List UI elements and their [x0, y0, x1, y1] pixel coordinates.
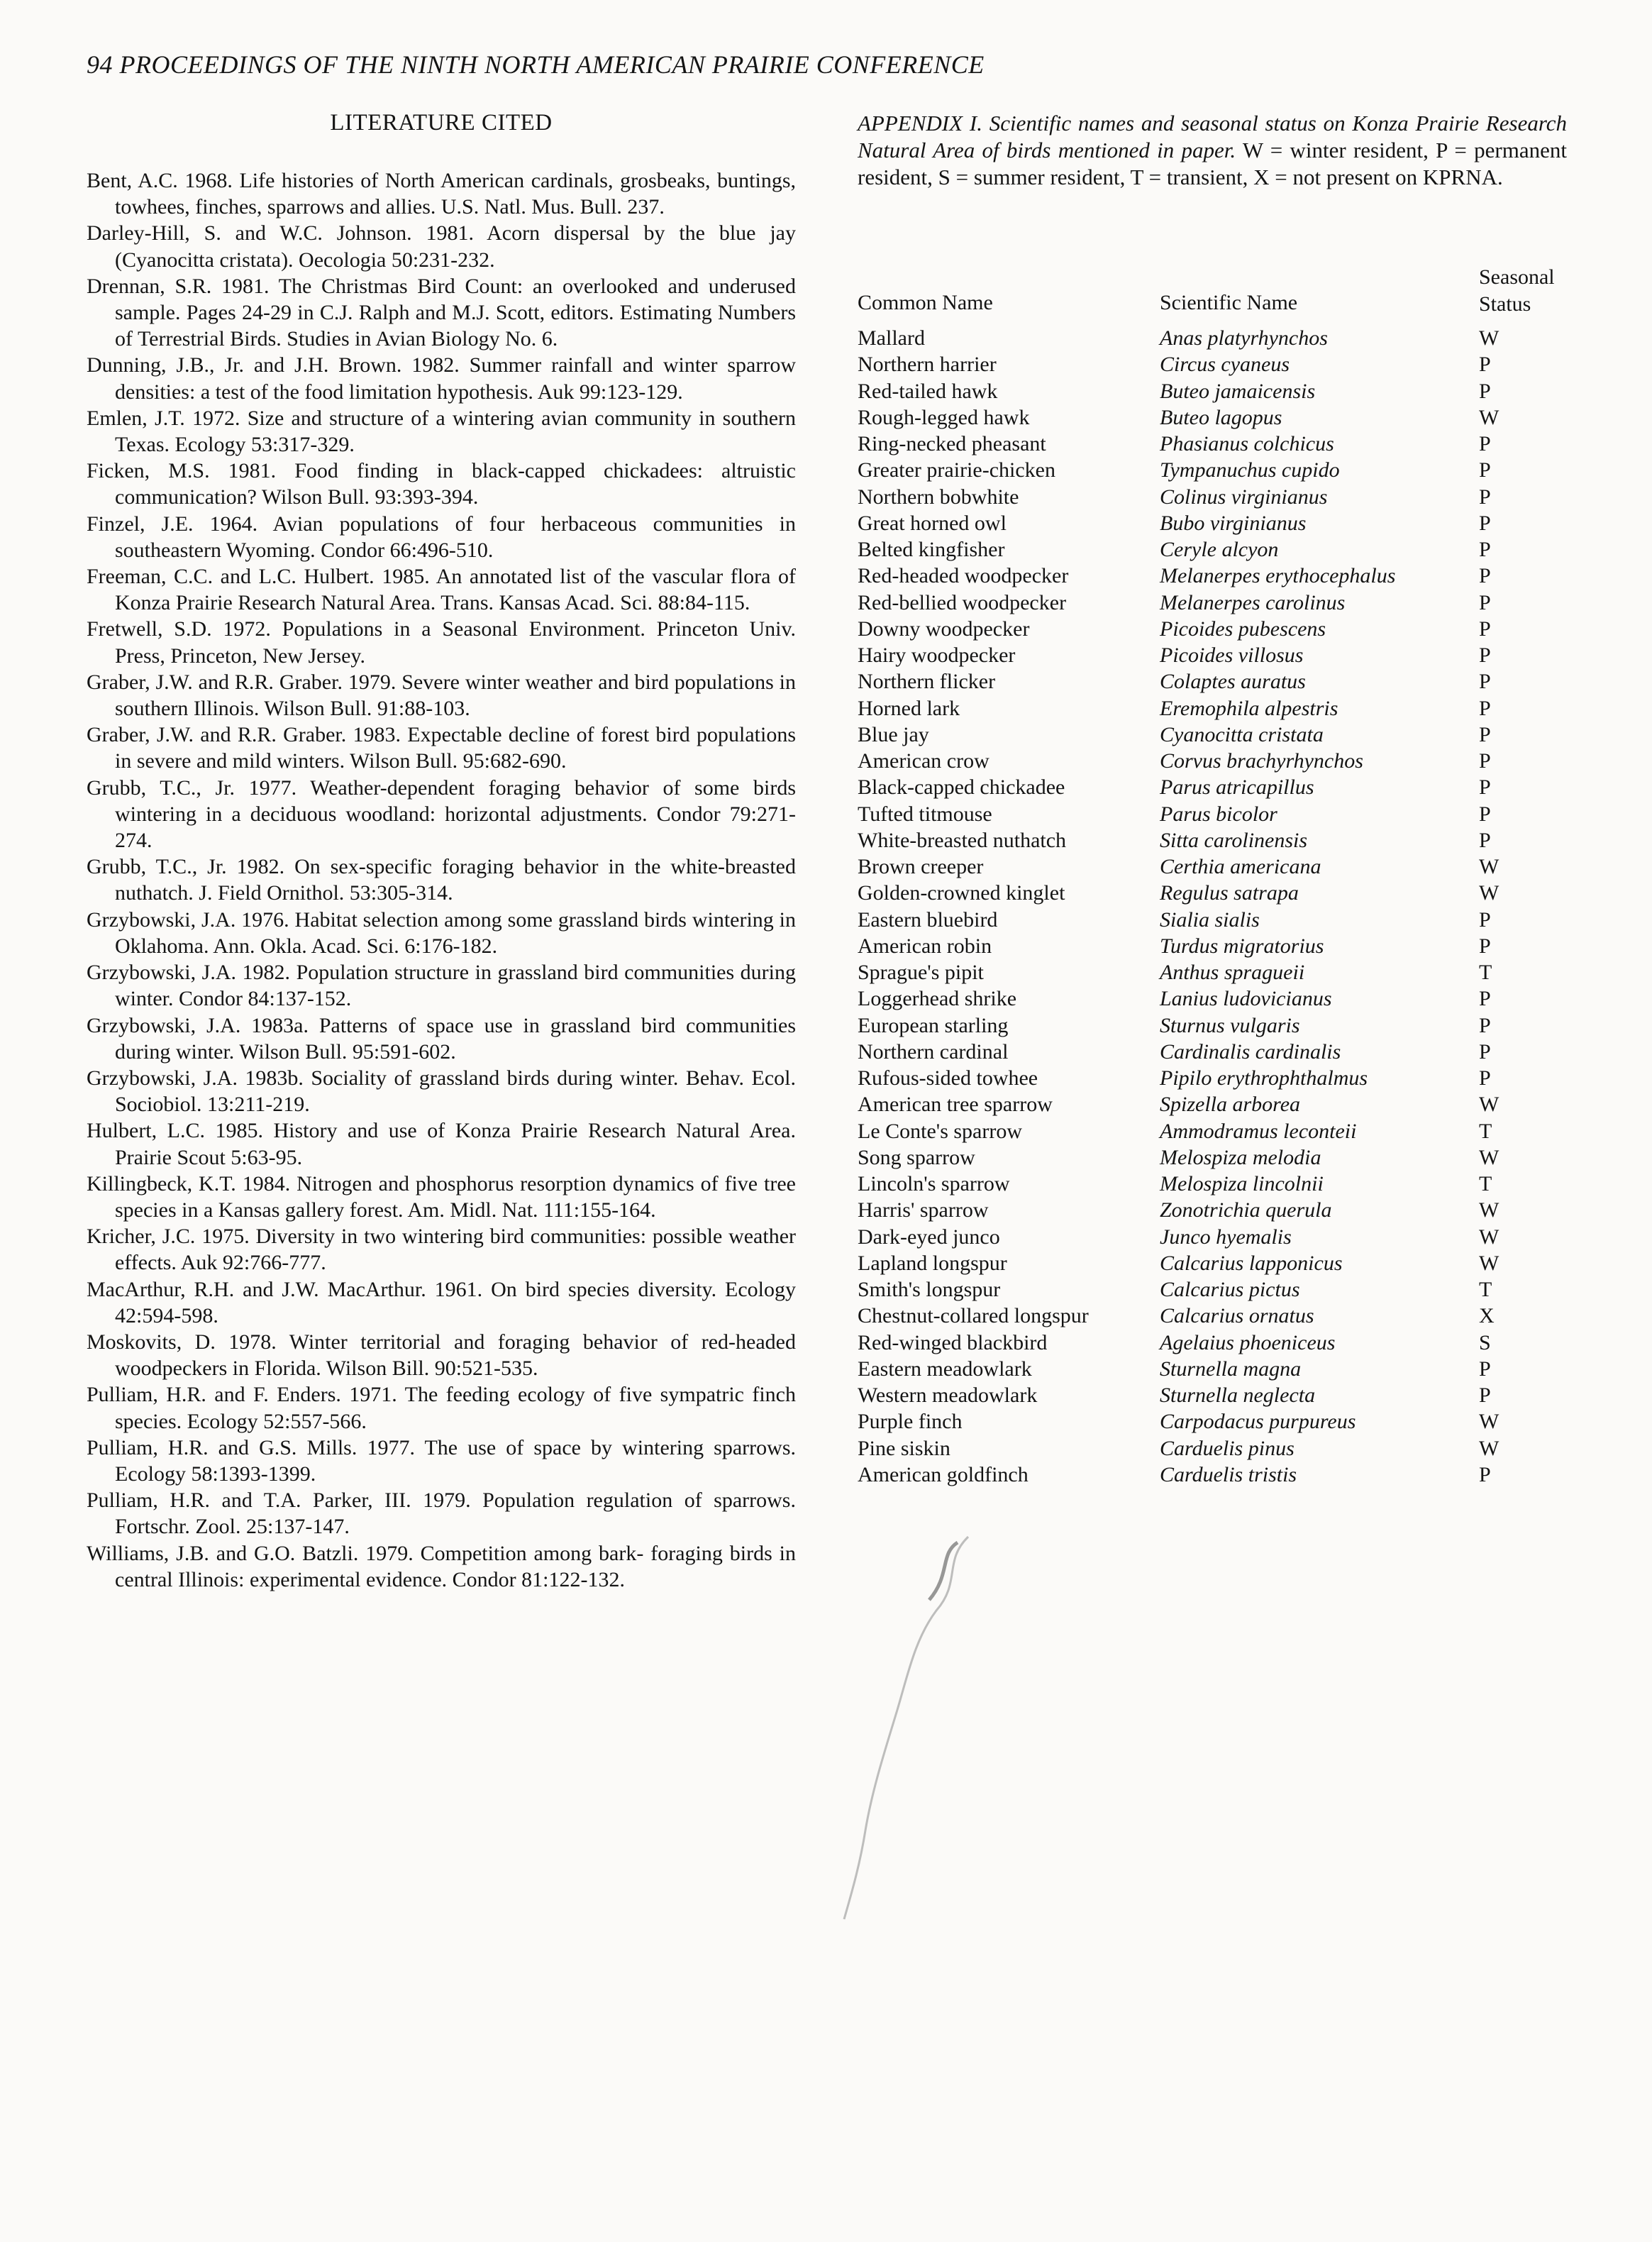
table-row — [858, 484, 1567, 510]
reference-entry: Darley-Hill, S. and W.C. Johnson. 1981. Acorn dispersal by the blue jay (Cyanocitta cristata). Oecologia 50:231-232. — [87, 221, 796, 272]
table-row — [858, 642, 1567, 668]
status-cell: P — [1479, 907, 1491, 932]
status-cell: P — [1479, 802, 1491, 826]
table-row — [858, 854, 1567, 880]
scientific-name-cell: Cardinalis cardinalis — [1160, 1039, 1341, 1064]
scientific-name-cell: Parus atricapillus — [1160, 775, 1314, 800]
common-name-cell: Lapland longspur — [858, 1251, 1007, 1275]
appendix-caption — [858, 110, 1567, 191]
common-name-cell: Red-winged blackbird — [858, 1330, 1048, 1354]
reference-entry: Freeman, C.C. and L.C. Hulbert. 1985. An annotated list of the vascular flora of Konza Prairie Research Natural Area. Trans. Kansas Acad. Sci. 88:84-115. — [87, 565, 796, 615]
reference-entry: Williams, J.B. and G.O. Batzli. 1979. Competition among bark- foraging birds in central Illinois: experimental evidence. Condor 81:122-132. — [87, 1541, 796, 1591]
status-cell: P — [1479, 1039, 1491, 1064]
scientific-name-cell: Melanerpes erythocephalus — [1160, 564, 1396, 588]
common-name-cell: Rough-legged hawk — [858, 405, 1030, 429]
common-name-cell: Eastern meadowlark — [858, 1357, 1032, 1381]
status-cell: P — [1479, 564, 1491, 588]
scientific-name-cell: Calcarius lapponicus — [1160, 1251, 1343, 1275]
scientific-name-cell: Carduelis pinus — [1160, 1436, 1295, 1460]
scientific-name-cell: Sialia sialis — [1160, 907, 1260, 932]
common-name-cell: Northern bobwhite — [858, 485, 1019, 509]
scientific-name-cell: Zonotrichia querula — [1160, 1198, 1332, 1222]
table-row — [858, 880, 1567, 906]
table-row — [858, 1382, 1567, 1408]
table-row — [858, 431, 1567, 457]
scientific-name-cell: Regulus satrapa — [1160, 881, 1299, 905]
common-name-cell: Lincoln's sparrow — [858, 1172, 1010, 1195]
header-scientific-name: Scientific Name — [1160, 291, 1298, 314]
common-name-cell: Chestnut-collared longspur — [858, 1304, 1089, 1328]
scientific-name-cell: Spizella arborea — [1160, 1093, 1301, 1117]
common-name-cell: Tufted titmouse — [858, 802, 992, 826]
reference-entry: Fretwell, S.D. 1972. Populations in a Seasonal Environment. Princeton Univ. Press, Princeton, New Jersey. — [87, 617, 796, 668]
reference-entry: Bent, A.C. 1968. Life histories of North American cardinals, grosbeaks, buntings, towhees, finches, sparrows and allies. U.S. Natl. Mus. Bull. 237. — [87, 169, 796, 219]
table-row — [858, 1012, 1567, 1039]
pen-scribble-mark — [816, 1533, 1000, 1930]
table-row — [858, 907, 1567, 933]
header-seasonal-status — [1479, 264, 1555, 318]
table-row — [858, 1039, 1567, 1065]
scientific-name-cell: Buteo jamaicensis — [1160, 379, 1316, 403]
reference-list — [87, 167, 796, 1593]
status-cell: P — [1479, 353, 1491, 377]
scientific-name-cell: Ammodramus leconteii — [1160, 1119, 1357, 1143]
scientific-name-cell: Melospiza lincolnii — [1160, 1172, 1324, 1195]
header-status-line1: Seasonal — [1479, 265, 1555, 289]
scientific-name-cell: Anthus spragueii — [1160, 961, 1305, 984]
status-cell: P — [1479, 1462, 1491, 1486]
status-cell: W — [1479, 1225, 1499, 1249]
status-cell: T — [1479, 1172, 1492, 1195]
scientific-name-cell: Picoides pubescens — [1160, 617, 1326, 641]
table-row — [858, 510, 1567, 536]
scientific-name-cell: Bubo virginianus — [1160, 511, 1307, 535]
common-name-cell: Blue jay — [858, 722, 929, 746]
reference-entry: Killingbeck, K.T. 1984. Nitrogen and phosphorus resorption dynamics of five tree species in a Kansas gallery forest. Am. Midl. Nat. 111:155-164. — [87, 1171, 796, 1222]
common-name-cell: European starling — [858, 1013, 1009, 1037]
table-row — [858, 1091, 1567, 1117]
common-name-cell: Sprague's pipit — [858, 961, 984, 984]
common-name-cell: Purple finch — [858, 1410, 963, 1434]
common-name-cell: Northern harrier — [858, 353, 997, 377]
status-cell: W — [1479, 881, 1499, 905]
table-row — [858, 1356, 1567, 1382]
status-cell: W — [1479, 1410, 1499, 1434]
reference-entry: Grzybowski, J.A. 1983b. Sociality of grassland birds during winter. Behav. Ecol. Sociobiol. 13:211-219. — [87, 1066, 796, 1117]
reference-entry: Ficken, M.S. 1981. Food finding in black-capped chickadees: altruistic communication? Wilson Bull. 93:393-394. — [87, 459, 796, 509]
common-name-cell: White-breasted nuthatch — [858, 828, 1067, 852]
table-row — [858, 1408, 1567, 1435]
table-row — [858, 1171, 1567, 1197]
common-name-cell: Belted kingfisher — [858, 538, 1005, 561]
table-row — [858, 722, 1567, 748]
status-cell: T — [1479, 1278, 1492, 1301]
status-cell: P — [1479, 538, 1491, 561]
status-cell: P — [1479, 828, 1491, 852]
scientific-name-cell: Melanerpes carolinus — [1160, 590, 1346, 614]
common-name-cell: Red-headed woodpecker — [858, 564, 1069, 588]
status-cell: P — [1479, 722, 1491, 746]
scientific-name-cell: Sitta carolinensis — [1160, 828, 1308, 852]
common-name-cell: Greater prairie-chicken — [858, 458, 1055, 482]
reference-entry: Pulliam, H.R. and T.A. Parker, III. 1979. Population regulation of sparrows. Fortschr. Zool. 25:137-147. — [87, 1489, 796, 1539]
status-cell: X — [1479, 1304, 1495, 1328]
reference-entry: Grubb, T.C., Jr. 1982. On sex-specific foraging behavior in the white-breasted nuthatch. J. Field Ornithol. 53:305-314. — [87, 855, 796, 905]
table-row — [858, 959, 1567, 985]
common-name-cell: Western meadowlark — [858, 1384, 1038, 1407]
common-name-cell: American crow — [858, 749, 989, 773]
table-row — [858, 1250, 1567, 1276]
status-cell: W — [1479, 405, 1499, 429]
common-name-cell: Red-bellied woodpecker — [858, 590, 1067, 614]
status-cell: W — [1479, 855, 1499, 878]
table-row — [858, 985, 1567, 1012]
status-cell: P — [1479, 934, 1491, 958]
table-row — [858, 695, 1567, 722]
scientific-name-cell: Calcarius pictus — [1160, 1278, 1300, 1301]
common-name-cell: Northern flicker — [858, 670, 996, 694]
table-row — [858, 1065, 1567, 1091]
common-name-cell: Red-tailed hawk — [858, 379, 998, 403]
common-name-cell: Eastern bluebird — [858, 907, 998, 932]
table-row — [858, 1303, 1567, 1329]
common-name-cell: Downy woodpecker — [858, 617, 1030, 641]
scientific-name-cell: Lanius ludovicianus — [1160, 987, 1332, 1011]
status-cell: P — [1479, 485, 1491, 509]
common-name-cell: Northern cardinal — [858, 1039, 1009, 1064]
appendix-caption-title: APPENDIX I. Scientific names and seasonal status on Konza Prairie Research Natural Area of birds mentioned in paper. — [858, 111, 1567, 162]
scientific-name-cell: Phasianus colchicus — [1160, 432, 1334, 455]
scientific-name-cell: Junco hyemalis — [1160, 1225, 1292, 1249]
scientific-name-cell: Parus bicolor — [1160, 802, 1277, 826]
scientific-name-cell: Circus cyaneus — [1160, 353, 1290, 377]
table-row — [858, 325, 1567, 351]
reference-entry: Grzybowski, J.A. 1982. Population structure in grassland bird communities during winter. Condor 84:137-152. — [87, 961, 796, 1011]
table-row — [858, 827, 1567, 854]
reference-entry: Drennan, S.R. 1981. The Christmas Bird Count: an overlooked and underused sample. Pages 24-29 in C.J. Ralph and M.J. Scott, editors. Estimating Numbers of Terrestrial Birds. Studies in Avian Biology No. 6. — [87, 274, 796, 351]
status-cell: P — [1479, 379, 1491, 403]
reference-entry: Grzybowski, J.A. 1983a. Patterns of space use in grassland bird communities during winter. Wilson Bull. 95:591-602. — [87, 1013, 796, 1064]
reference-entry: MacArthur, R.H. and J.W. MacArthur. 1961. On bird species diversity. Ecology 42:594-598. — [87, 1277, 796, 1327]
reference-entry: Dunning, J.B., Jr. and J.H. Brown. 1982. Summer rainfall and winter sparrow densities: a test of the food limitation hypothesis. Auk 99:123-129. — [87, 353, 796, 404]
common-name-cell: Smith's longspur — [858, 1278, 1001, 1301]
common-name-cell: Golden-crowned kinglet — [858, 881, 1065, 905]
status-cell: P — [1479, 590, 1491, 614]
status-cell: T — [1479, 1119, 1492, 1143]
scientific-name-cell: Anas platyrhynchos — [1160, 326, 1328, 350]
appendix-column — [858, 110, 1567, 1486]
status-cell: P — [1479, 432, 1491, 455]
status-cell: P — [1479, 617, 1491, 641]
scientific-name-cell: Corvus brachyrhynchos — [1160, 749, 1363, 773]
reference-entry: Grzybowski, J.A. 1976. Habitat selection among some grassland birds wintering in Oklahoma. Ann. Okla. Acad. Sci. 6:176-182. — [87, 907, 796, 958]
status-cell: W — [1479, 1093, 1499, 1117]
running-head: 94 PROCEEDINGS OF THE NINTH NORTH AMERICAN PRAIRIE CONFERENCE — [87, 50, 985, 79]
table-row — [858, 1197, 1567, 1223]
scientific-name-cell: Ceryle alcyon — [1160, 538, 1279, 561]
scientific-name-cell: Sturnella neglecta — [1160, 1384, 1316, 1407]
common-name-cell: Brown creeper — [858, 855, 984, 878]
table-row — [858, 1118, 1567, 1144]
scientific-name-cell: Calcarius ornatus — [1160, 1304, 1314, 1328]
common-name-cell: Loggerhead shrike — [858, 987, 1017, 1011]
status-cell: P — [1479, 511, 1491, 535]
status-cell: P — [1479, 1066, 1491, 1090]
header-common-name: Common Name — [858, 291, 993, 314]
scientific-name-cell: Carpodacus purpureus — [1160, 1410, 1356, 1434]
table-header — [858, 248, 1567, 319]
table-row — [858, 1330, 1567, 1356]
status-cell: P — [1479, 749, 1491, 773]
status-cell: W — [1479, 1198, 1499, 1222]
scientific-name-cell: Carduelis tristis — [1160, 1462, 1297, 1486]
reference-entry: Pulliam, H.R. and F. Enders. 1971. The feeding ecology of five sympatric finch species. Ecology 52:557-566. — [87, 1383, 796, 1433]
status-cell: W — [1479, 1145, 1499, 1169]
table-row — [858, 457, 1567, 483]
status-cell: P — [1479, 987, 1491, 1011]
literature-cited-heading: LITERATURE CITED — [330, 110, 553, 136]
table-row — [858, 933, 1567, 959]
status-cell: T — [1479, 961, 1492, 984]
common-name-cell: American robin — [858, 934, 992, 958]
reference-entry: Hulbert, L.C. 1985. History and use of Konza Prairie Research Natural Area. Prairie Scout 5:63-95. — [87, 1119, 796, 1169]
reference-entry: Emlen, J.T. 1972. Size and structure of a wintering avian community in southern Texas. Ecology 53:317-329. — [87, 406, 796, 457]
table-row — [858, 616, 1567, 642]
header-status-line2: Status — [1479, 292, 1531, 316]
common-name-cell: American goldfinch — [858, 1462, 1029, 1486]
status-cell: P — [1479, 458, 1491, 482]
common-name-cell: Song sparrow — [858, 1145, 975, 1169]
reference-entry: Pulliam, H.R. and G.S. Mills. 1977. The use of space by wintering sparrows. Ecology 58:1393-1399. — [87, 1435, 796, 1486]
reference-entry: Kricher, J.C. 1975. Diversity in two wintering bird communities: possible weather effects. Auk 92:766-777. — [87, 1225, 796, 1275]
status-cell: P — [1479, 1013, 1491, 1037]
table-row — [858, 748, 1567, 774]
scientific-name-cell: Agelaius phoeniceus — [1160, 1330, 1336, 1354]
table-row — [858, 1435, 1567, 1462]
status-cell: P — [1479, 775, 1491, 800]
common-name-cell: Dark-eyed junco — [858, 1225, 1000, 1249]
reference-entry: Grubb, T.C., Jr. 1977. Weather-dependent foraging behavior of some birds wintering in a deciduous woodland: horizontal adjustments. Condor 79:271-274. — [87, 775, 796, 853]
table-row — [858, 536, 1567, 563]
table-row — [858, 1276, 1567, 1303]
reference-entry: Finzel, J.E. 1964. Avian populations of four herbaceous communities in southeastern Wyoming. Condor 66:496-510. — [87, 512, 796, 562]
scientific-name-cell: Turdus migratorius — [1160, 934, 1324, 958]
common-name-cell: Pine siskin — [858, 1436, 950, 1460]
common-name-cell: Harris' sparrow — [858, 1198, 989, 1222]
literature-cited-column — [87, 110, 796, 1593]
table-row — [858, 801, 1567, 827]
scientific-name-cell: Cyanocitta cristata — [1160, 722, 1324, 746]
common-name-cell: Le Conte's sparrow — [858, 1119, 1023, 1143]
reference-entry: Graber, J.W. and R.R. Graber. 1979. Severe winter weather and bird populations in southern Illinois. Wilson Bull. 91:88-103. — [87, 670, 796, 721]
status-cell: P — [1479, 670, 1491, 694]
species-table — [858, 248, 1567, 1488]
common-name-cell: Hairy woodpecker — [858, 644, 1016, 667]
common-name-cell: Ring-necked pheasant — [858, 432, 1046, 455]
status-cell: S — [1479, 1330, 1491, 1354]
table-row — [858, 378, 1567, 404]
scientific-name-cell: Eremophila alpestris — [1160, 696, 1338, 720]
common-name-cell: Rufous-sided towhee — [858, 1066, 1038, 1090]
reference-entry: Moskovits, D. 1978. Winter territorial and foraging behavior of red-headed woodpeckers in Florida. Wilson Bill. 90:521-535. — [87, 1330, 796, 1381]
scientific-name-cell: Sturnella magna — [1160, 1357, 1302, 1381]
table-row — [858, 1144, 1567, 1171]
scientific-name-cell: Melospiza melodia — [1160, 1145, 1321, 1169]
status-cell: W — [1479, 1251, 1499, 1275]
scientific-name-cell: Buteo lagopus — [1160, 405, 1282, 429]
scientific-name-cell: Pipilo erythrophthalmus — [1160, 1066, 1368, 1090]
common-name-cell: Horned lark — [858, 696, 960, 720]
common-name-cell: Mallard — [858, 326, 925, 350]
species-rows — [858, 325, 1567, 1488]
common-name-cell: Black-capped chickadee — [858, 775, 1065, 800]
scientific-name-cell: Colaptes auratus — [1160, 670, 1306, 694]
table-row — [858, 1462, 1567, 1488]
table-row — [858, 668, 1567, 695]
status-cell: P — [1479, 1357, 1491, 1381]
common-name-cell: Great horned owl — [858, 511, 1007, 535]
table-row — [858, 1224, 1567, 1250]
table-row — [858, 404, 1567, 431]
scientific-name-cell: Sturnus vulgaris — [1160, 1013, 1300, 1037]
common-name-cell: American tree sparrow — [858, 1093, 1053, 1117]
status-cell: P — [1479, 1384, 1491, 1407]
scientific-name-cell: Picoides villosus — [1160, 644, 1304, 667]
reference-entry: Graber, J.W. and R.R. Graber. 1983. Expectable decline of forest bird populations in severe and mild winters. Wilson Bull. 95:682-690. — [87, 723, 796, 773]
table-row — [858, 590, 1567, 616]
appendix-caption-legend: W = winter resident, P = permanent resident, S = summer resident, T = transient, X = not present on KPRNA. — [858, 138, 1567, 189]
table-row — [858, 351, 1567, 377]
scientific-name-cell: Tympanuchus cupido — [1160, 458, 1340, 482]
scientific-name-cell: Colinus virginianus — [1160, 485, 1328, 509]
table-row — [858, 774, 1567, 800]
table-row — [858, 563, 1567, 589]
status-cell: P — [1479, 696, 1491, 720]
status-cell: W — [1479, 1436, 1499, 1460]
scientific-name-cell: Certhia americana — [1160, 855, 1321, 878]
status-cell: W — [1479, 326, 1499, 350]
status-cell: P — [1479, 644, 1491, 667]
